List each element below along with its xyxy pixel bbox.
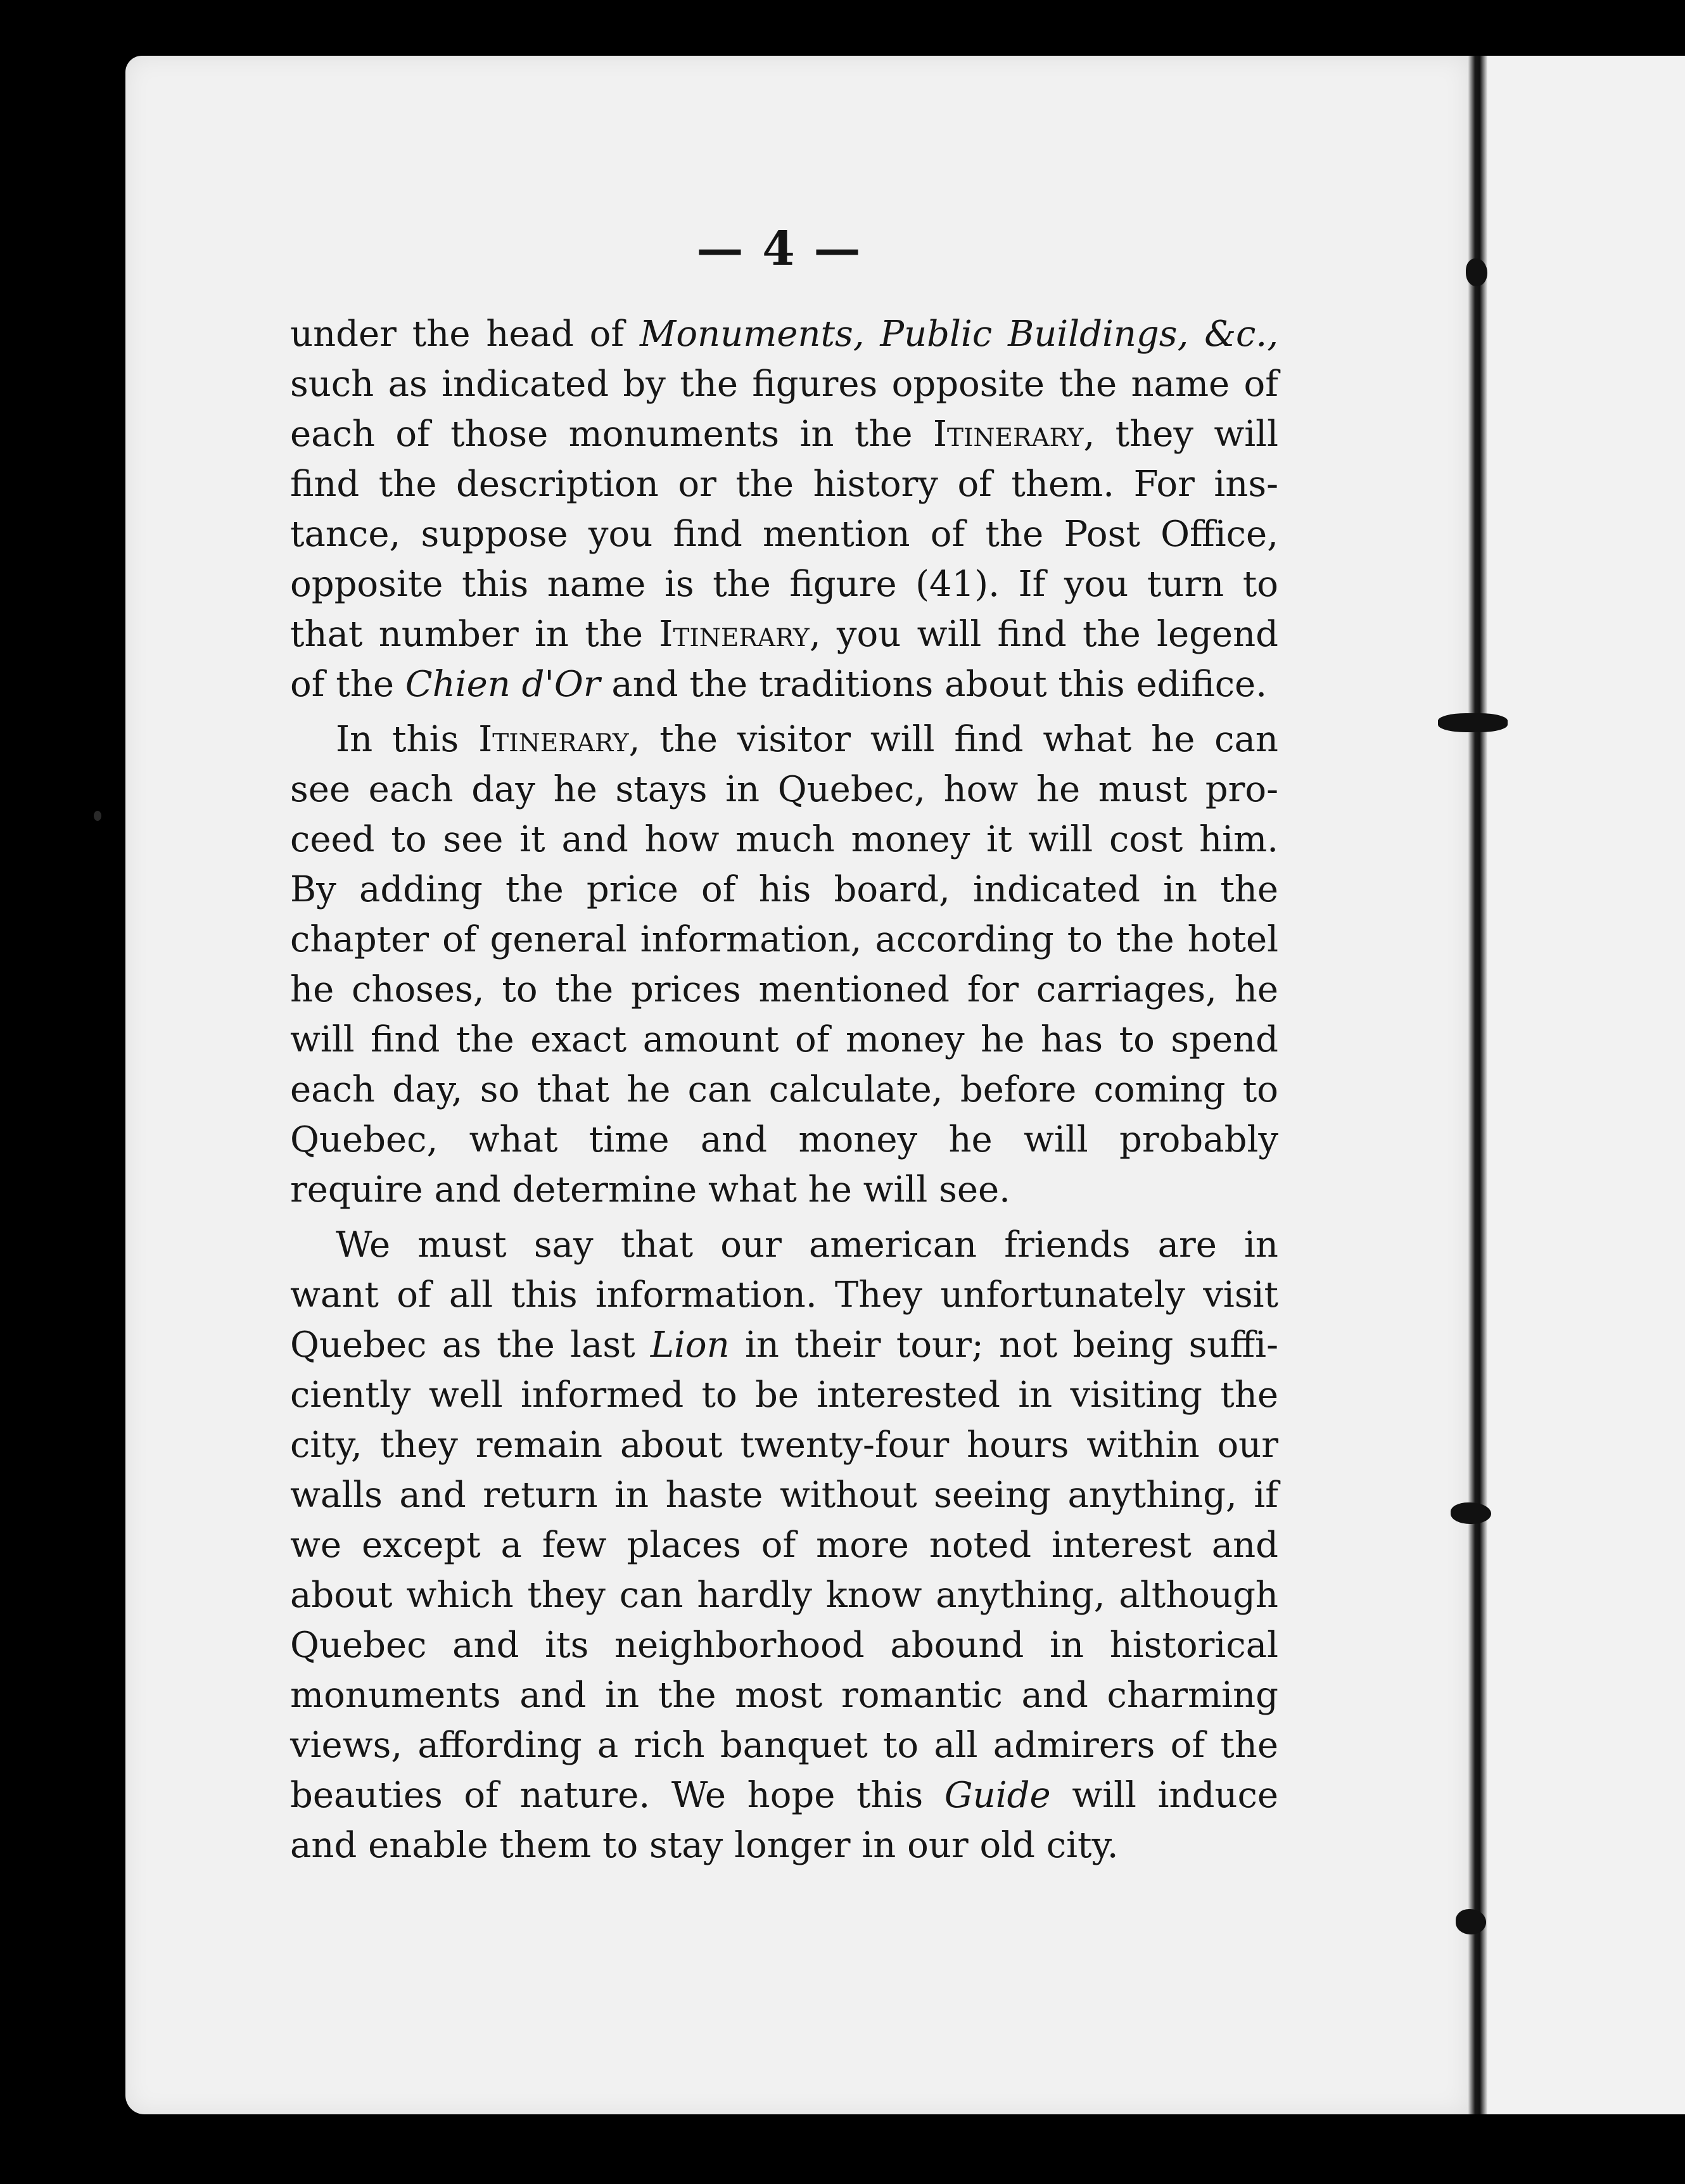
text-segment: beauties of nature. We hope this — [290, 1775, 944, 1816]
italic-text: Lion — [650, 1324, 730, 1366]
small-caps-text: Itinerary — [478, 719, 629, 760]
text-segment: he choses, to the prices mentioned for carriages, he — [290, 969, 1278, 1010]
text-line — [290, 559, 1278, 609]
text-line — [290, 409, 1278, 459]
text-segment: ciently well informed to be interested in visiting the — [290, 1375, 1278, 1416]
text-segment: under the head of — [290, 314, 640, 355]
paragraph — [290, 1220, 1278, 1870]
text-line — [290, 1720, 1278, 1770]
text-segment: walls and return in haste without seeing anything, if — [290, 1475, 1278, 1516]
text-line — [290, 1015, 1278, 1065]
text-segment: tance, suppose you find mention of the Post Office, — [290, 514, 1278, 555]
small-caps-text: Itinerary — [932, 414, 1084, 455]
paragraph — [290, 309, 1278, 709]
text-line — [290, 1270, 1278, 1320]
page-gutter — [1468, 56, 1487, 2114]
italic-text: Monuments, Public Buildings, &c., — [640, 314, 1279, 355]
italic-text: Guide — [944, 1775, 1051, 1816]
text-line — [290, 765, 1278, 815]
text-segment: city, they remain about twenty-four hours within our — [290, 1425, 1278, 1466]
text-line — [290, 1370, 1278, 1420]
text-line — [290, 659, 1278, 709]
text-segment: find the description or the history of them. For ins- — [290, 464, 1278, 505]
text-segment: chapter of general information, according to the hotel — [290, 919, 1278, 960]
text-segment: require and determine what he will see. — [290, 1169, 1010, 1210]
text-line — [290, 1670, 1278, 1720]
text-line — [290, 609, 1278, 659]
text-line — [290, 509, 1278, 559]
text-segment: see each day he stays in Quebec, how he must pro- — [290, 769, 1278, 810]
italic-text: Chien d'Or — [405, 664, 601, 705]
text-segment: We must say that our american friends are in — [336, 1224, 1278, 1266]
text-segment: and the traditions about this edifice. — [600, 664, 1267, 705]
text-segment: Quebec and its neighborhood abound in historical — [290, 1625, 1278, 1666]
text-line — [290, 1570, 1278, 1620]
text-line — [290, 1420, 1278, 1470]
text-segment: will induce — [1050, 1775, 1278, 1816]
page-number: — 4 — — [696, 222, 862, 276]
text-segment: and enable them to stay longer in our old city. — [290, 1825, 1119, 1866]
binding-stitch — [1451, 1502, 1491, 1524]
text-line — [290, 1165, 1278, 1215]
text-segment: opposite this name is the figure (41). If you turn to — [290, 564, 1278, 605]
text-segment: ceed to see it and how much money it will cost him. — [290, 819, 1278, 860]
text-line — [290, 1320, 1278, 1370]
text-segment: want of all this information. They unfortunately visit — [290, 1274, 1278, 1316]
text-segment: , the visitor will find what he can — [628, 719, 1278, 760]
text-line — [290, 1220, 1278, 1270]
text-segment: we except a few places of more noted interest and — [290, 1525, 1278, 1566]
small-caps-text: Itinerary — [659, 614, 810, 655]
text-line — [290, 1820, 1278, 1870]
text-segment: monuments and in the most romantic and charming — [290, 1675, 1278, 1716]
text-line — [290, 965, 1278, 1015]
text-segment: , they will — [1083, 414, 1278, 455]
text-line — [290, 1770, 1278, 1820]
text-line — [290, 1065, 1278, 1115]
text-segment: each of those monuments in the — [290, 414, 933, 455]
text-segment: of the — [290, 664, 405, 705]
text-line — [290, 309, 1278, 359]
text-line — [290, 1520, 1278, 1570]
paragraph — [290, 714, 1278, 1215]
text-segment: about which they can hardly know anything, although — [290, 1575, 1278, 1616]
binding-stitch — [1466, 258, 1487, 286]
text-segment: will find the exact amount of money he has to spend — [290, 1019, 1278, 1060]
binding-stitch — [1456, 1909, 1486, 1934]
text-segment: Quebec, what time and money he will probably — [290, 1119, 1278, 1160]
text-segment: Quebec as the last — [290, 1324, 651, 1366]
text-segment: , you will find the legend — [809, 614, 1278, 655]
text-line — [290, 815, 1278, 865]
text-line — [290, 915, 1278, 965]
text-segment: By adding the price of his board, indicated in the — [290, 869, 1278, 910]
ink-speck — [94, 811, 101, 821]
text-line — [290, 714, 1278, 765]
text-line — [290, 359, 1278, 409]
text-segment: each day, so that he can calculate, before coming to — [290, 1069, 1278, 1110]
adjacent-page-edge — [1487, 56, 1685, 2114]
text-segment: In this — [336, 719, 479, 760]
text-segment: in their tour; not being suffi- — [729, 1324, 1278, 1366]
text-segment: views, affording a rich banquet to all admirers of the — [290, 1725, 1278, 1766]
text-line — [290, 865, 1278, 915]
text-line — [290, 1470, 1278, 1520]
text-segment: that number in the — [290, 614, 659, 655]
text-segment: such as indicated by the figures opposite the name of — [290, 364, 1278, 405]
body-text — [290, 309, 1278, 1876]
text-line — [290, 1115, 1278, 1165]
binding-stitch — [1438, 713, 1508, 732]
text-line — [290, 459, 1278, 509]
text-line — [290, 1620, 1278, 1670]
